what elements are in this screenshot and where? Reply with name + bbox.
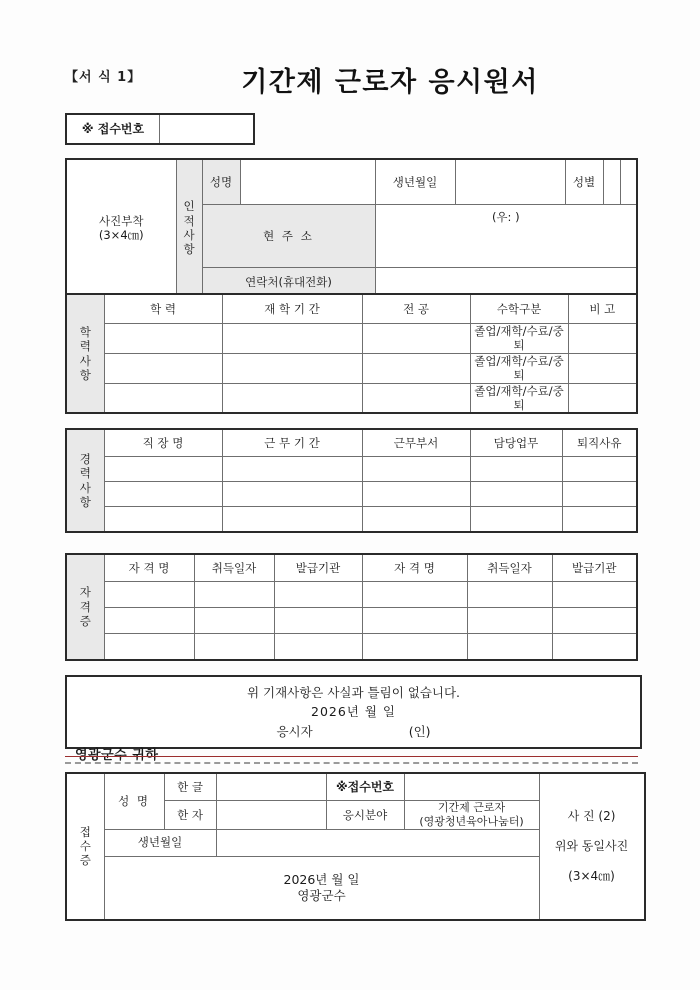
receipt-birth-input[interactable] <box>216 829 539 856</box>
education-cell[interactable] <box>104 324 222 354</box>
receipt-photo-line3: (3×4㎝) <box>568 869 615 884</box>
career-table <box>65 428 638 533</box>
receipt-issuer: 영광군수 <box>297 887 346 903</box>
education-cell[interactable] <box>362 324 470 354</box>
declaration-signature-row <box>67 722 640 741</box>
receipt-field-value-line1: 기간제 근로자 <box>437 801 506 814</box>
license-cell[interactable] <box>552 582 637 608</box>
receipt-field-value-line2: (영광청년육아나눔터) <box>419 814 524 828</box>
receipt-slip-table <box>65 772 646 921</box>
receipt-name-hangul-label: 한 글 <box>164 773 216 801</box>
license-cell[interactable] <box>467 582 552 608</box>
receipt-number-slip-label: ※접수번호 <box>326 773 404 801</box>
license-cell[interactable] <box>194 634 274 661</box>
name-input[interactable] <box>240 159 375 205</box>
license-cell[interactable] <box>362 608 467 634</box>
education-table <box>65 293 638 414</box>
gender-label: 성별 <box>565 159 603 205</box>
license-cell[interactable] <box>274 582 362 608</box>
education-cell[interactable] <box>104 383 222 413</box>
career-cell[interactable] <box>222 457 362 482</box>
table-row <box>66 429 637 457</box>
column-header-status: 수학구분 <box>470 294 568 324</box>
education-cell[interactable] <box>104 353 222 383</box>
career-cell[interactable] <box>222 507 362 533</box>
receipt-name-hanja-label: 한 자 <box>164 801 216 830</box>
column-header-acquire-date-2: 취득일자 <box>467 554 552 582</box>
education-section-vertical-label: 학 력 사 항 <box>66 294 104 413</box>
birth-label: 생년월일 <box>375 159 455 205</box>
declaration-statement: 위 기재사항은 사실과 틀림이 없습니다. <box>246 685 461 700</box>
career-cell[interactable] <box>562 457 637 482</box>
receipt-name-label: 성 명 <box>104 773 164 829</box>
column-header-issuer-2: 발급기관 <box>552 554 637 582</box>
receipt-photo-box <box>539 773 645 920</box>
career-cell[interactable] <box>104 457 222 482</box>
license-cell[interactable] <box>274 608 362 634</box>
license-cell[interactable] <box>552 634 637 661</box>
receipt-name-hangul-input[interactable] <box>216 773 326 801</box>
career-cell[interactable] <box>362 457 470 482</box>
cut-line-dashed-scissors <box>65 762 638 764</box>
career-section-vertical-label: 경 력 사 항 <box>66 429 104 532</box>
table-row <box>66 324 637 354</box>
career-cell[interactable] <box>362 482 470 507</box>
license-cell[interactable] <box>104 582 194 608</box>
career-cell[interactable] <box>470 507 562 533</box>
education-status-cell[interactable]: 졸업/재학/수료/중퇴 <box>470 353 568 383</box>
column-header-duty: 담당업무 <box>470 429 562 457</box>
address-input[interactable]: (우: ) <box>375 205 637 268</box>
table-row <box>66 634 637 661</box>
education-cell[interactable] <box>568 353 637 383</box>
table-row <box>66 582 637 608</box>
receipt-number-label: ※ 접수번호 <box>66 114 160 144</box>
name-label: 성명 <box>202 159 240 205</box>
education-cell[interactable] <box>222 324 362 354</box>
table-row <box>66 608 637 634</box>
table-row <box>66 457 637 482</box>
column-header-education: 학 력 <box>104 294 222 324</box>
table-row <box>66 507 637 533</box>
form-number-label: 【서 식 1】 <box>65 70 142 85</box>
education-cell[interactable] <box>362 353 470 383</box>
career-cell[interactable] <box>470 457 562 482</box>
education-status-cell[interactable]: 졸업/재학/수료/중퇴 <box>470 383 568 413</box>
photo-attach-line1: 사진부착 <box>99 213 144 228</box>
column-header-period: 재 학 기 간 <box>222 294 362 324</box>
license-cell[interactable] <box>552 608 637 634</box>
address-label: 현 주 소 <box>202 205 375 268</box>
receipt-name-hanja-input[interactable] <box>216 801 326 830</box>
receipt-number-input[interactable] <box>160 114 255 144</box>
table-row <box>66 482 637 507</box>
column-header-acquire-date-1: 취득일자 <box>194 554 274 582</box>
receipt-issue-date: 2026년 월 일 <box>283 871 360 887</box>
contact-label: 연락처(휴대전화) <box>202 268 375 298</box>
education-cell[interactable] <box>362 383 470 413</box>
personal-info-table <box>65 158 638 298</box>
table-row <box>66 383 637 413</box>
table-row <box>66 773 645 801</box>
applicant-label: 응시자 <box>276 723 313 739</box>
column-header-note: 비 고 <box>568 294 637 324</box>
gender-input[interactable] <box>603 159 620 205</box>
license-cell[interactable] <box>104 634 194 661</box>
license-cell[interactable] <box>362 582 467 608</box>
column-header-license-name-1: 자 격 명 <box>104 554 194 582</box>
receipt-field-label: 응시분야 <box>326 801 404 830</box>
receipt-issue-block <box>104 856 539 920</box>
cut-line-solid <box>65 756 638 757</box>
career-cell[interactable] <box>222 482 362 507</box>
license-section-vertical-label: 자 격 증 <box>66 554 104 660</box>
license-cell[interactable] <box>362 634 467 661</box>
table-row <box>66 159 637 205</box>
column-header-work-period: 근 무 기 간 <box>222 429 362 457</box>
column-header-company: 직 장 명 <box>104 429 222 457</box>
personal-section-vertical-label: 인 적 사 항 <box>176 159 202 297</box>
photo-attach-line2: (3×4㎝) <box>98 228 144 242</box>
license-cell[interactable] <box>194 608 274 634</box>
receipt-photo-line1: 사 진 (2) <box>567 809 616 824</box>
receipt-birth-label: 생년월일 <box>104 829 216 856</box>
table-row <box>66 294 637 324</box>
career-cell[interactable] <box>562 507 637 533</box>
receipt-field-value <box>404 801 539 830</box>
column-header-issuer-1: 발급기관 <box>274 554 362 582</box>
column-header-resign-reason: 퇴직사유 <box>562 429 637 457</box>
birth-input[interactable] <box>455 159 565 205</box>
education-cell[interactable] <box>568 383 637 413</box>
license-cell[interactable] <box>467 608 552 634</box>
seal-label: (인) <box>408 723 431 739</box>
license-table <box>65 553 638 661</box>
declaration-addressee: 영광군수 귀하 <box>75 748 159 764</box>
career-cell[interactable] <box>104 482 222 507</box>
education-cell[interactable] <box>568 324 637 354</box>
receipt-number-box <box>65 113 255 145</box>
receipt-number-slip-input[interactable] <box>404 773 539 801</box>
column-header-department: 근무부서 <box>362 429 470 457</box>
declaration-box <box>65 675 642 764</box>
receipt-section-vertical-label: 접 수 증 <box>66 773 104 920</box>
photo-attach-box <box>66 159 176 297</box>
table-row <box>66 114 254 144</box>
page-title: 기간제 근로자 응시원서 <box>241 67 539 98</box>
column-header-license-name-2: 자 격 명 <box>362 554 467 582</box>
license-cell[interactable] <box>274 634 362 661</box>
table-row <box>66 353 637 383</box>
career-cell[interactable] <box>470 482 562 507</box>
education-status-cell[interactable]: 졸업/재학/수료/중퇴 <box>470 324 568 354</box>
receipt-photo-line2: 위와 동일사진 <box>554 839 629 854</box>
career-cell[interactable] <box>104 507 222 533</box>
education-cell[interactable] <box>222 353 362 383</box>
document-header <box>65 60 640 106</box>
declaration-date: 2026년 월 일 <box>311 704 396 720</box>
license-cell[interactable] <box>104 608 194 634</box>
license-cell[interactable] <box>194 582 274 608</box>
table-row <box>66 554 637 582</box>
career-cell[interactable] <box>362 507 470 533</box>
license-cell[interactable] <box>467 634 552 661</box>
column-header-major: 전 공 <box>362 294 470 324</box>
education-cell[interactable] <box>222 383 362 413</box>
career-cell[interactable] <box>562 482 637 507</box>
